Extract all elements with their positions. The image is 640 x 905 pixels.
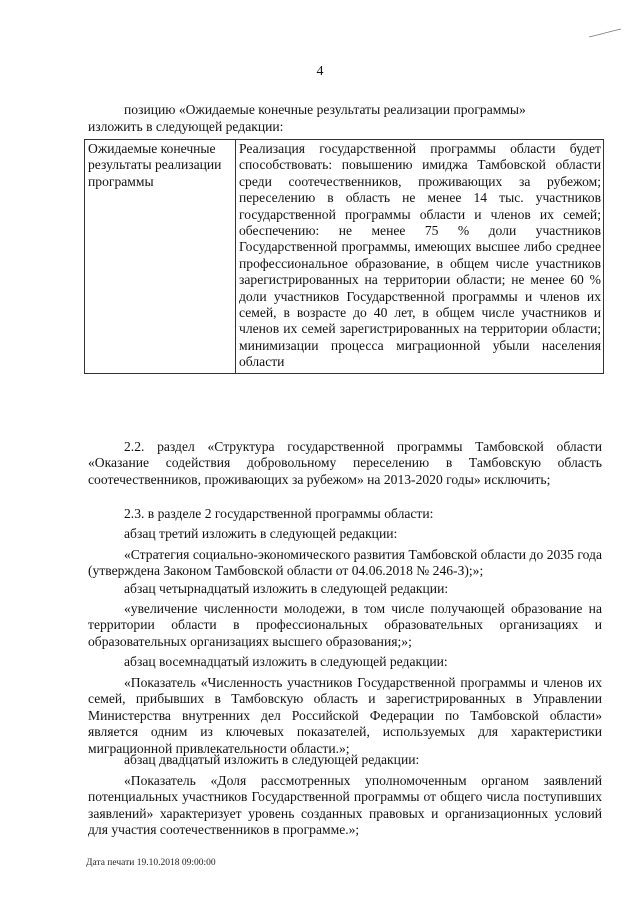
paragraph-20-text: «Показатель «Доля рассмотренных уполномоченным органом заявлений потенциальных участников Государственной программы от общего числа поступивших заявлений» характеризует уровень созданных правовых и организационных условий для участия соотечественников в программе.»; [88, 773, 602, 838]
paragraph-18-text: «Показатель «Численность участников Государственной программы и членов их семей, прибывших в Тамбовскую область и зарегистрированных в Управлении Министерства внутренних дел Российской Федерации по Тамбовской области» является одним из ключевых показателей, используемых для характеристики миграционной привлекательности области.»; [88, 675, 602, 756]
print-date-footer: Дата печати 19.10.2018 09:00:00 [86, 858, 216, 868]
table-content-cell: Реализация государственной программы области будет способствовать: повышению имиджа Тамбовской области среди соотечественников, проживающих за рубежом; переселению в область не менее 14 тыс. участников государственной программы области и членов их семей; обеспечению: не менее 75 % доли участников Государственной программы, имеющих высшее либо среднее профессиональное образование, в общем числе участников зарегистрированных на территории области; не менее 60 % доли участников Государственной программы и членов их семей, в возрасте до 40 лет, в общем числе участников и членов их семей зарегистрированных на территории области; минимизации процесса миграционной убыли населения области [236, 140, 604, 374]
paragraph-2-2: 2.2. раздел «Структура государственной программы Тамбовской области «Оказание содействия добровольному переселению в Тамбовскую область соотечественников, проживающих за рубежом» на 2013-2020 годы» исключить; [88, 439, 602, 487]
table-row [85, 140, 604, 374]
page-number: 4 [316, 64, 324, 79]
intro-line-2: изложить в следующей редакции: [88, 119, 284, 134]
results-table [84, 139, 604, 374]
paragraph-3-text: «Стратегия социально-экономического развития Тамбовской области до 2035 года (утверждена Законом Тамбовской области от 04.06.2018 № 246-З);»; [88, 547, 602, 579]
paragraph-14-heading: абзац четырнадцатый изложить в следующей редакции: [124, 581, 449, 596]
paragraph-20-heading: абзац двадцатый изложить в следующей редакции: [124, 752, 420, 767]
table-label-cell: Ожидаемые конечные результаты реализации программы [85, 140, 236, 374]
paragraph-3-heading: абзац третий изложить в следующей редакции: [124, 526, 398, 541]
corner-pen-mark [588, 28, 622, 38]
paragraph-14-text: «увеличение численности молодежи, в том числе получающей образование на территории области в профессиональных образовательных организациях и образовательных организациях высшего образования;»; [88, 601, 602, 649]
paragraph-2-3: 2.3. в разделе 2 государственной программы области: [124, 506, 434, 521]
paragraph-18-heading: абзац восемнадцатый изложить в следующей редакции: [124, 654, 448, 669]
intro-line: позицию «Ожидаемые конечные результаты реализации программы» [124, 102, 526, 117]
